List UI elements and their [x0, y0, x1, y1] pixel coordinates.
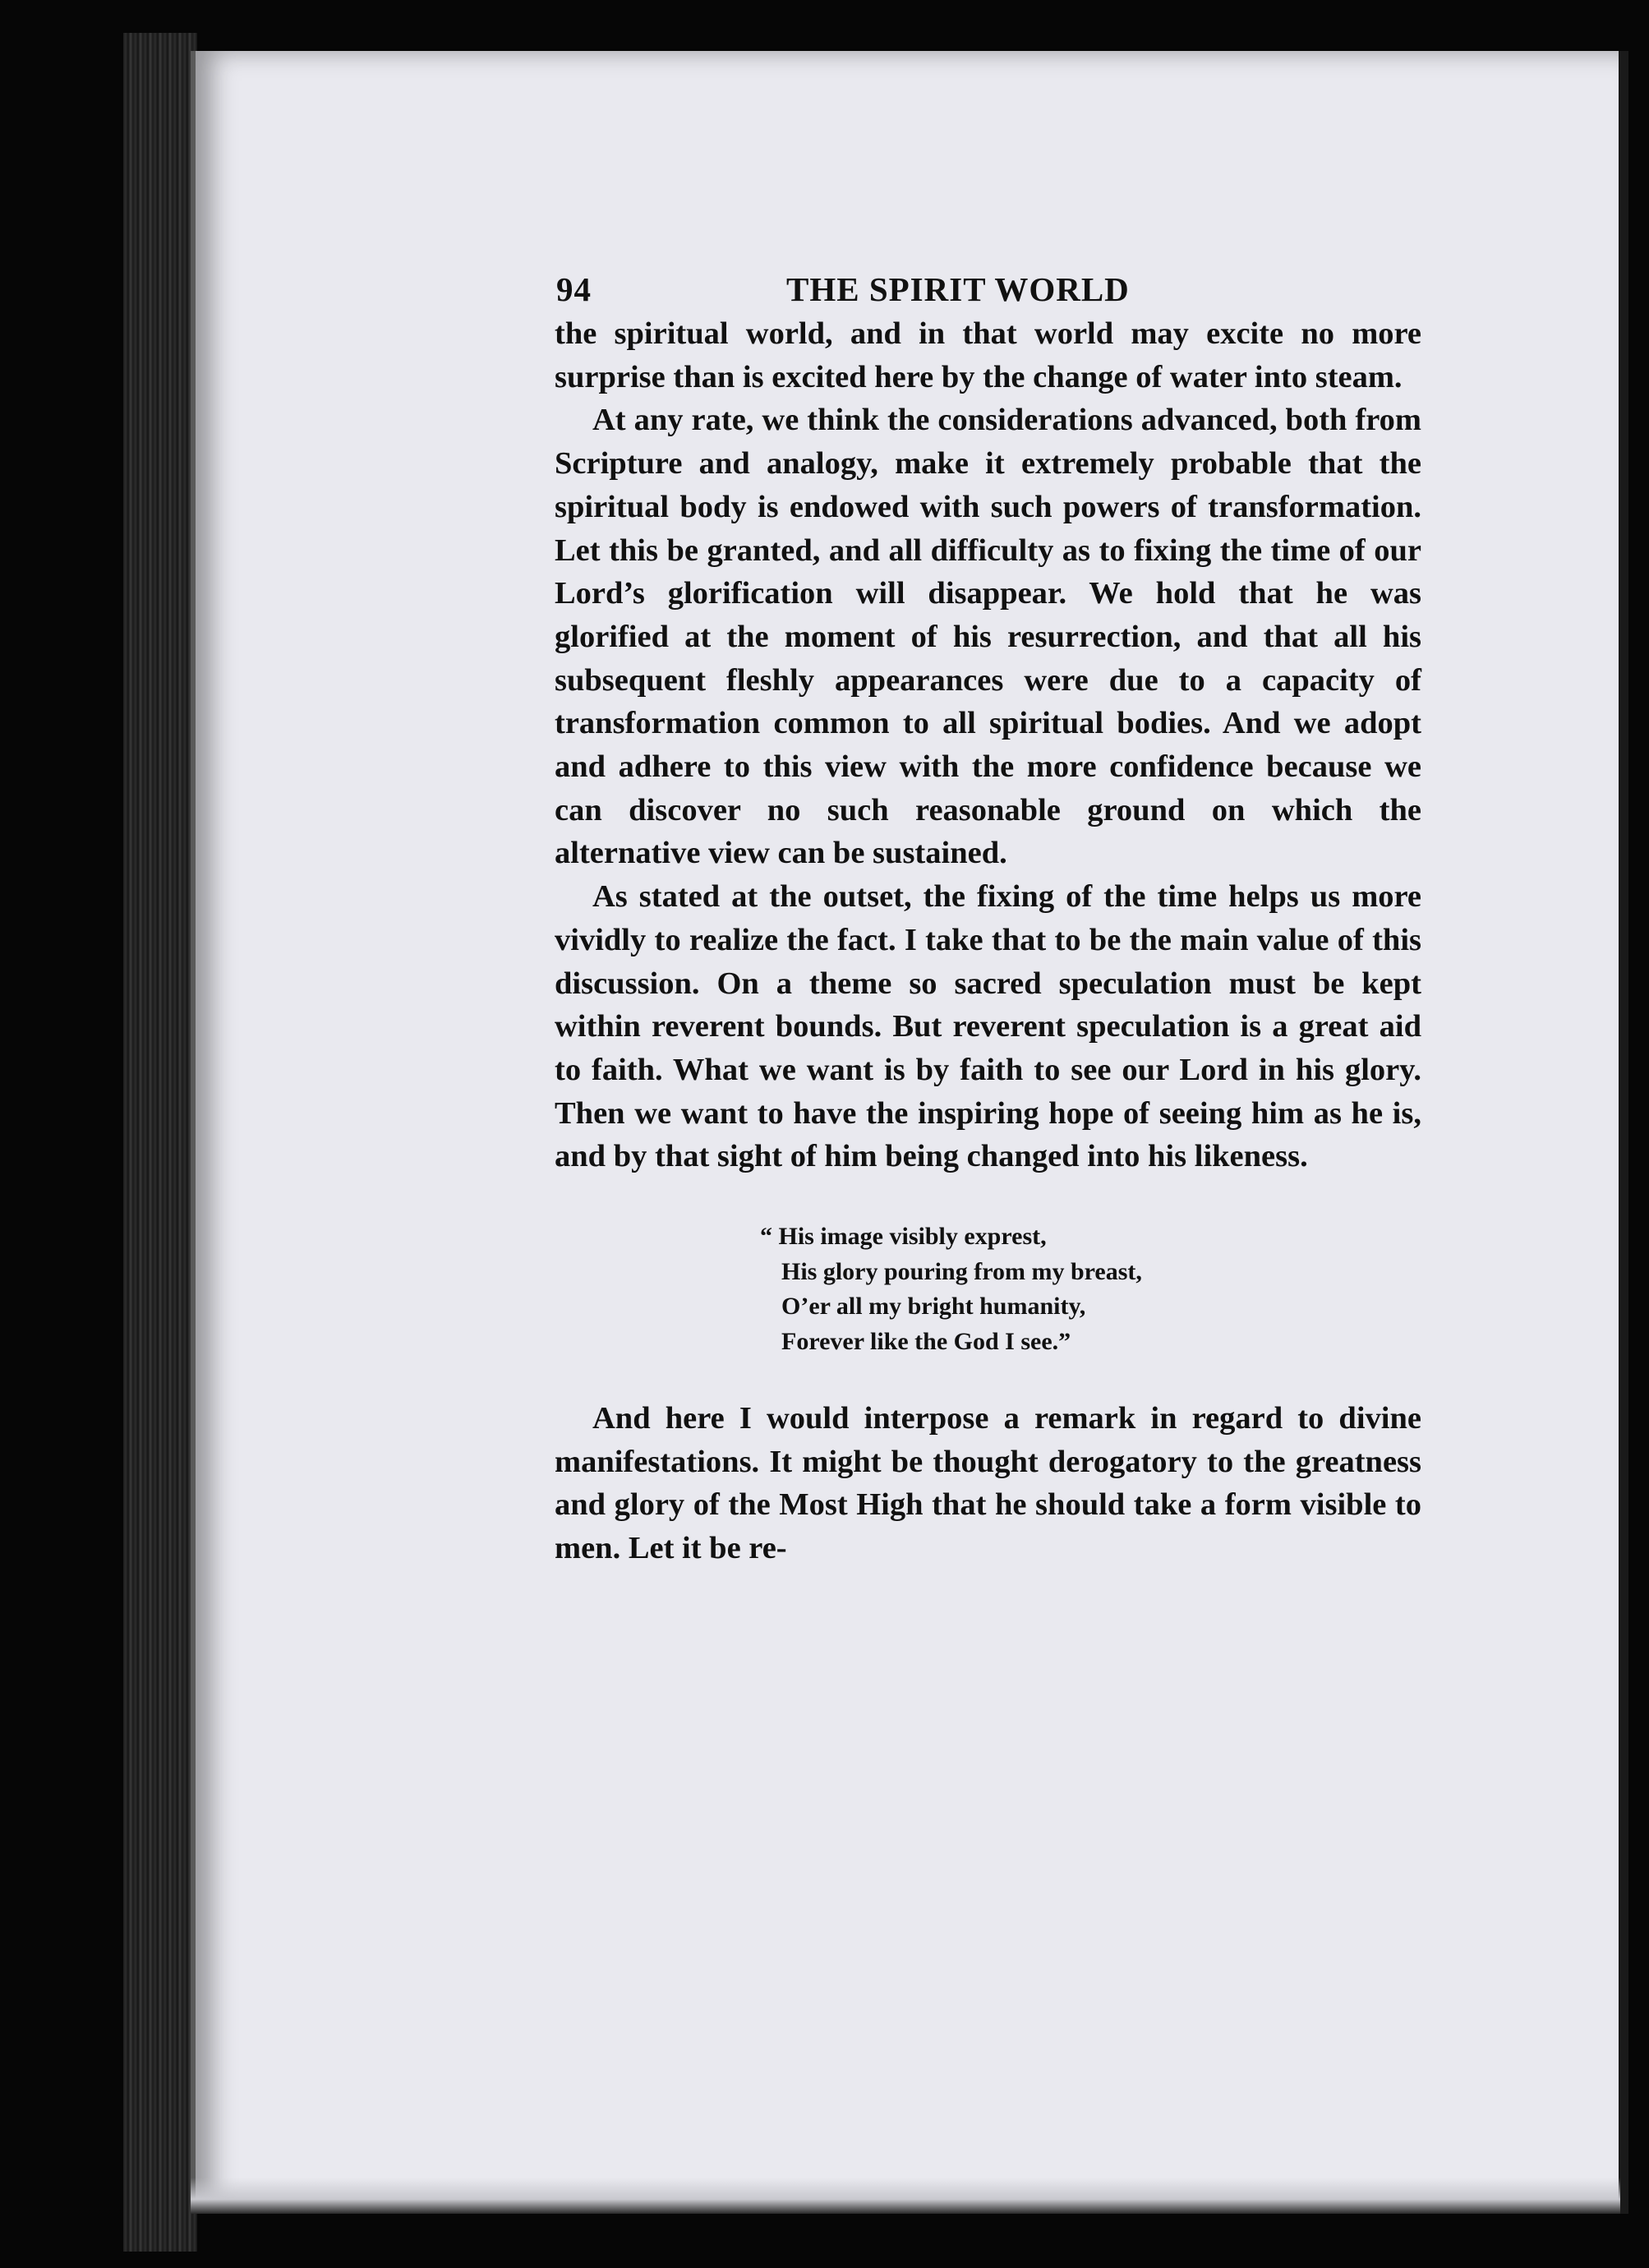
verse-line: Forever like the God I see.” — [781, 1327, 1071, 1355]
paragraph-manifestations: And here I would interpose a remark in regard to divine manifestations. It might be thought derogatory to the greatness and glory of the Most High that he should take a form visible to men. Let it be re- — [555, 1401, 1421, 1566]
paragraph-outset: As stated at the outset, the fixing of the time helps us more vividly to realize the fact. I take that to be the main value of this discussion. On a theme so sacred speculation must be kept within reverent bounds. But reverent speculation is a great aid to faith. What we want is by faith to see our Lord in his glory. Then we want to have the inspiring hope of seeing him as he is, and by that sight of him being changed into his likeness. — [555, 879, 1421, 1174]
page-right-edge — [1619, 51, 1628, 2214]
verse-line: “ His image visibly exprest, — [760, 1223, 1047, 1251]
page-content — [555, 263, 1421, 1570]
paragraph-continued: the spiritual world, and in that world may excite no more surprise than is excited here by the change of water into steam. — [555, 316, 1421, 394]
book-spine — [123, 33, 197, 2252]
running-head — [555, 263, 1421, 312]
page-number: 94 — [556, 270, 592, 308]
verse-line: O’er all my bright humanity, — [781, 1293, 1086, 1321]
verse-line: His glory pouring from my breast, — [781, 1257, 1142, 1285]
paragraph-transformation: At any rate, we think the considerations advanced, both from Scripture and analogy, make it extremely probable that the spiritual body is endowed with such powers of transformation. Let this be granted, and all difficulty as to fixing the time of our Lord’s glorification will disappear. We hold that he was glorified at the moment of his resurrection, and that all his subsequent fleshly appearances were due to a capacity of transformation common to all spiritual bodies. And we adopt and adhere to this view with the more confidence because we can discover no such reasonable ground on which the alternative view can be sustained. — [555, 403, 1421, 871]
page-bottom-edge — [191, 2178, 1620, 2214]
hymn-quotation — [760, 1219, 1421, 1359]
running-title: THE SPIRIT WORLD — [786, 270, 1130, 308]
